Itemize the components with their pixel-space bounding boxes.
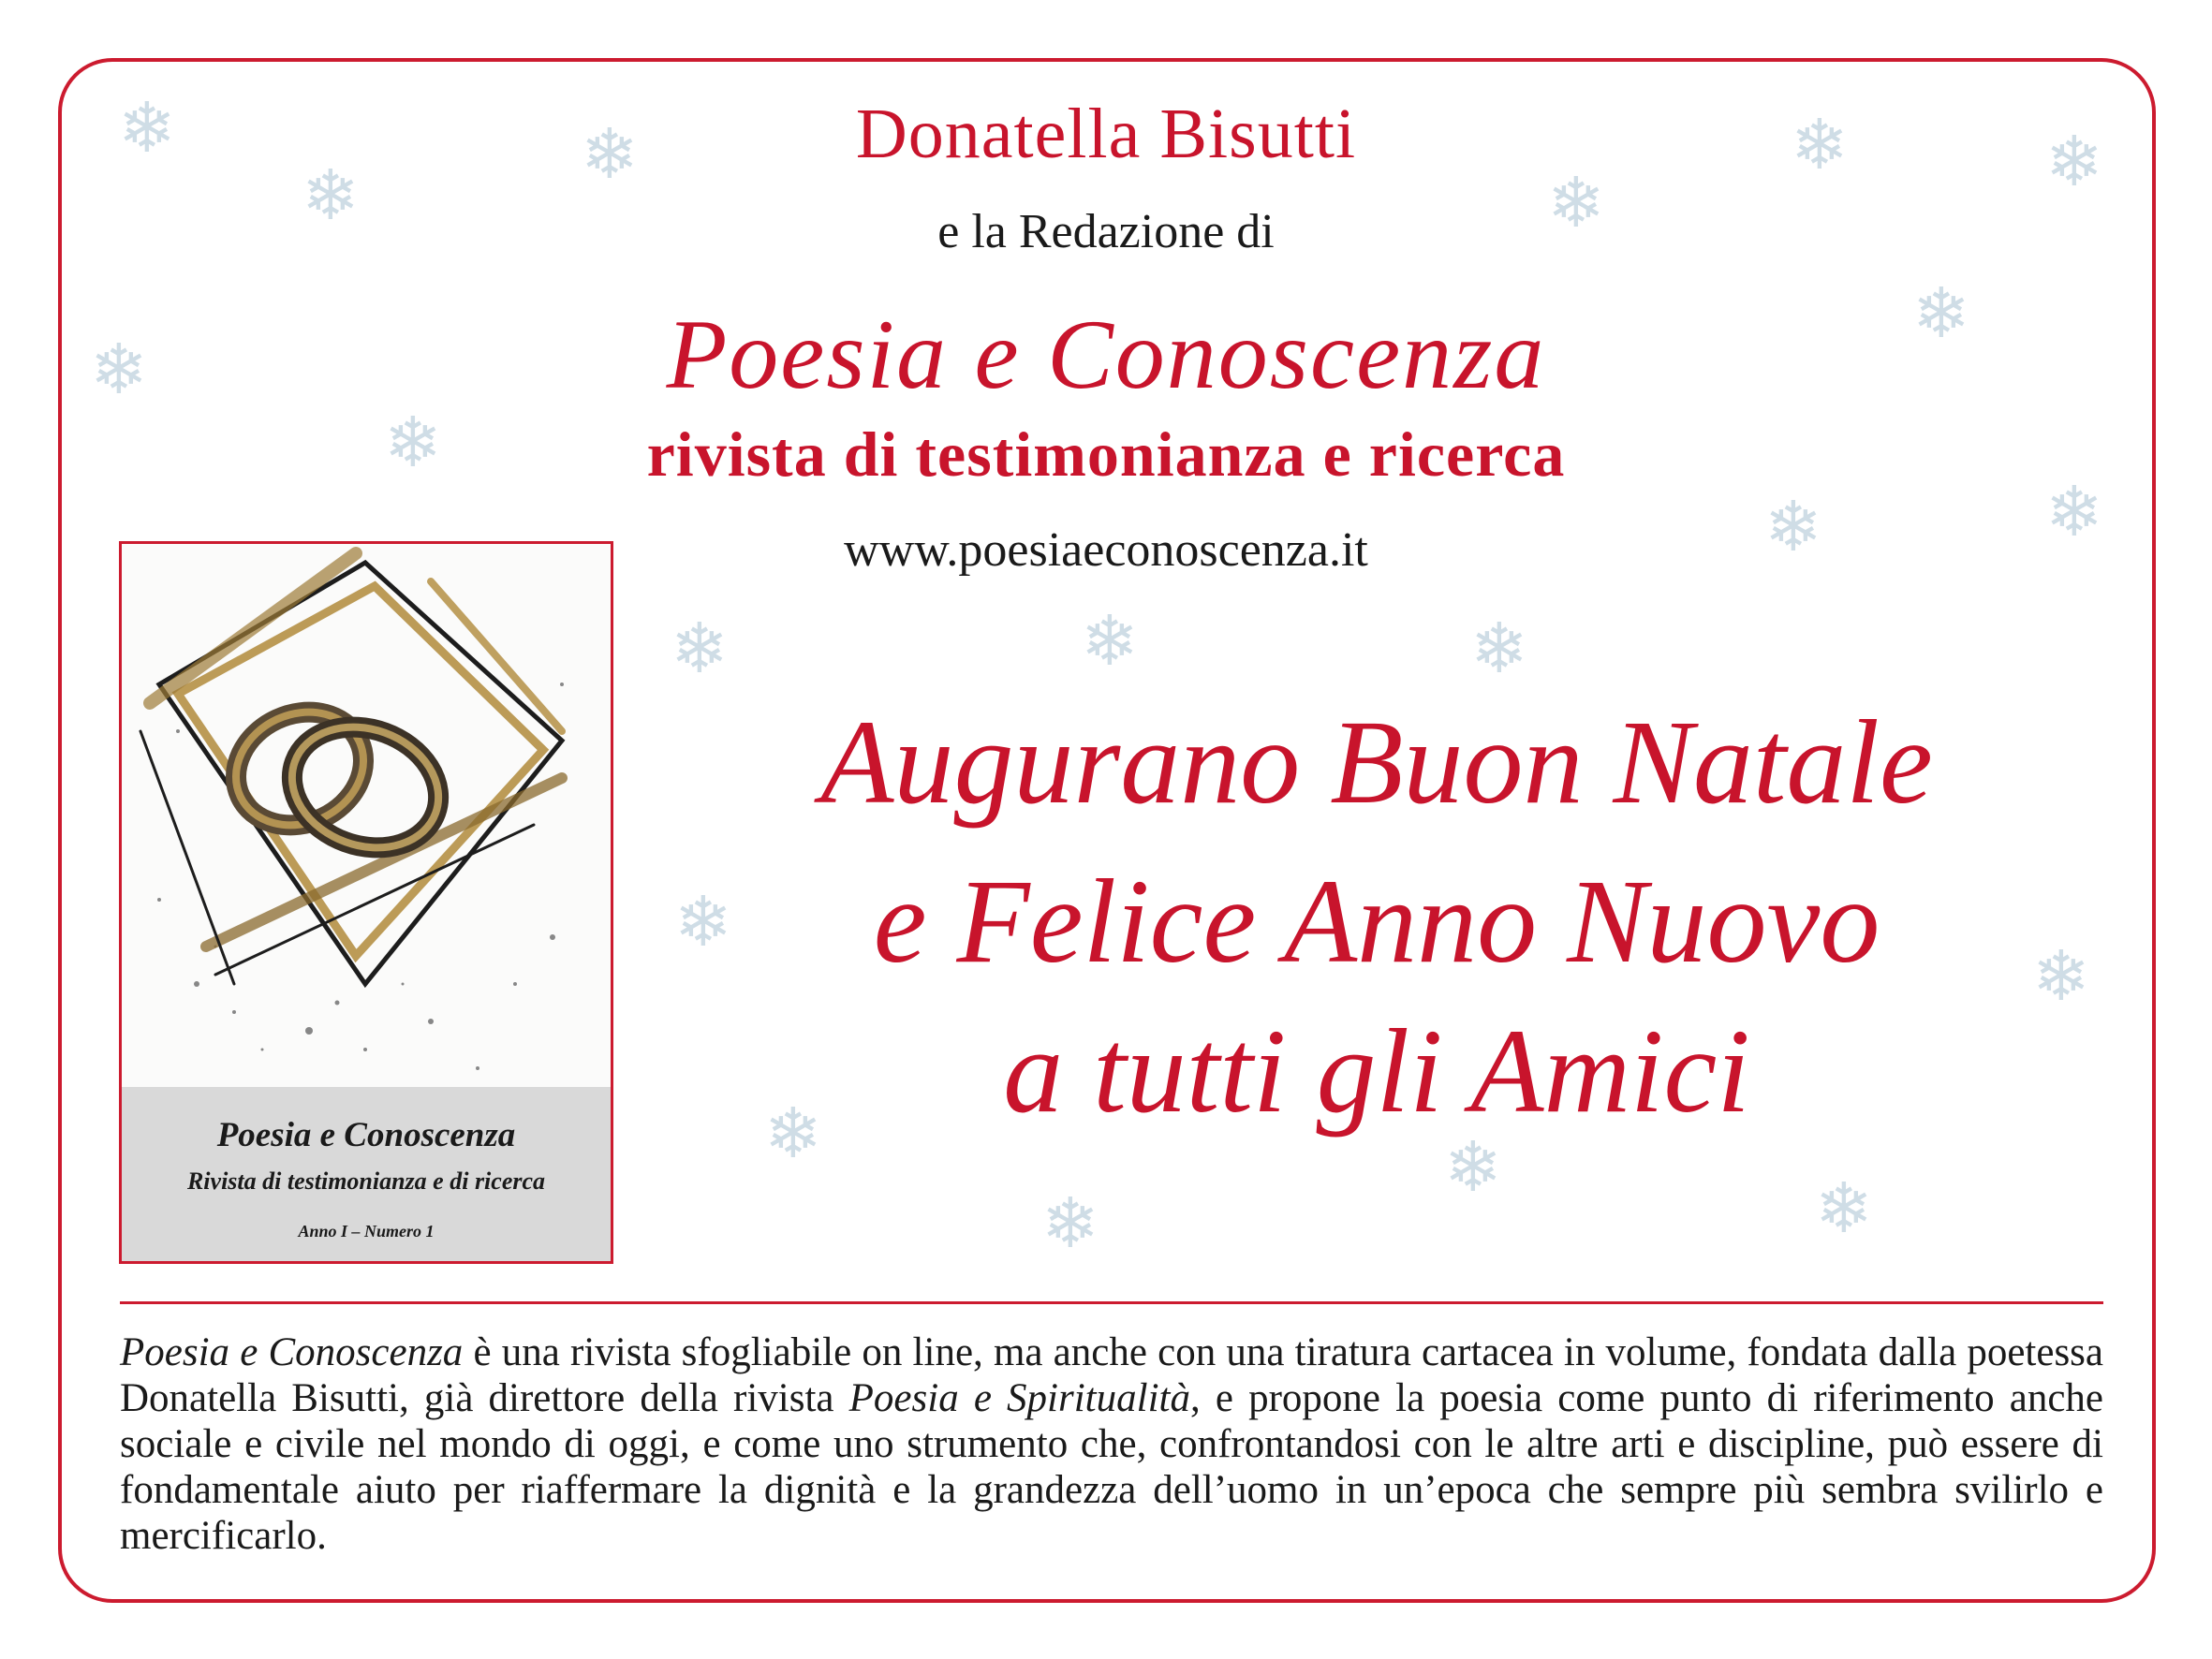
description-text-1: è una rivista sfogliabile on line, ma anche con una tiratura cartacea in volume, fondata dalla poetessa Donatella Bisutti, già direttore della rivista [120,1330,2104,1420]
snowflake-icon: ❄ [1547,163,1606,243]
snowflake-icon: ❄ [1764,487,1823,567]
snowflake-icon: ❄ [2032,936,2091,1017]
magazine-subtitle: rivista di testimonianza e ricerca [646,418,1566,490]
snowflake-icon: ❄ [1912,273,1971,354]
greeting-line-1: Augurano Buon Natale [820,696,1933,829]
author-name: Donatella Bisutti [855,95,1357,173]
snowflake-icon: ❄ [118,88,177,169]
snowflake-icon: ❄ [2045,472,2104,552]
snowflake-icon: ❄ [2045,122,2104,202]
description-magazine-name: Poesia e Conoscenza [120,1330,464,1374]
cover-artwork [122,544,611,1087]
description-other-magazine: Poesia e Spiritualità [848,1376,1190,1420]
snowflake-icon: ❄ [671,609,730,689]
snowflake-icon: ❄ [1444,1127,1503,1208]
snowflake-icon: ❄ [1081,601,1140,682]
snowflake-icon: ❄ [674,882,733,962]
magazine-cover [119,541,613,1264]
divider [120,1301,2103,1304]
snowflake-icon: ❄ [1815,1168,1874,1249]
snowflake-icon: ❄ [1470,609,1529,689]
description-paragraph [120,1329,2103,1559]
greeting-line-2: e Felice Anno Nuovo [873,855,1880,988]
cover-issue: Anno I – Numero 1 [298,1222,435,1241]
greeting-line-3: a tutti gli Amici [1003,1005,1750,1138]
snowflake-icon: ❄ [581,114,640,195]
snowflake-icon: ❄ [90,330,149,410]
snowflake-icon: ❄ [764,1094,823,1174]
description-text-2: , e propone la poesia come punto di riferimento anche sociale e civile nel mondo di oggi, e come uno strumento che, confrontandosi con le altre arti e discipline, può essere di fondamentale aiuto per riaffermare la dignità e la grandezza dell’uomo in un’epoca che sempre più sembra svilirlo e mercificarlo. [120,1376,2104,1558]
cover-title: Poesia e Conoscenza [216,1116,516,1154]
snowflake-icon: ❄ [1041,1183,1100,1264]
website-link[interactable]: www.poesiaeconoscenza.it [844,523,1368,577]
snowflake-icon: ❄ [302,155,361,236]
snowflake-icon: ❄ [384,403,443,483]
magazine-title: Poesia e Conoscenza [666,300,1546,409]
redazione-line: e la Redazione di [937,205,1275,258]
snowflake-icon: ❄ [1791,105,1850,185]
cover-subtitle: Rivista di testimonianza e di ricerca [186,1167,546,1195]
